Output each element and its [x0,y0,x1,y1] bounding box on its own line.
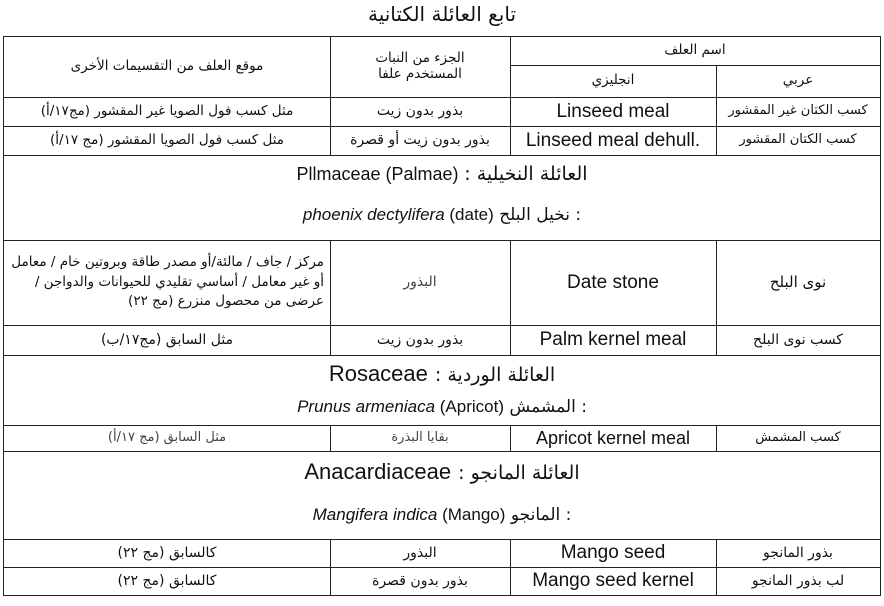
date-stone-english: Date stone [567,271,659,293]
col-rule-c-2 [330,240,331,355]
rosaceae-species-arabic: : المشمش [509,397,587,417]
rule-header-sub [510,65,880,66]
linseed-part: بذور بدون زيت [376,103,464,120]
feed-classification-table [3,36,881,596]
linseed-dehull-english: Linseed meal dehull. [525,129,701,151]
mango-seed-english: Mango seed [560,542,666,564]
palm-kernel-arabic: كسب نوى البلح [753,331,843,348]
rule-rosaceae-band [4,425,880,426]
date-stone-arabic: نوى البلح [769,272,827,291]
col-rule-a-3 [716,425,717,451]
linseed-dehull-position: مثل كسب فول الصويا المقشور (مج ١٧/أ) [50,131,284,148]
palmae-family-arabic: العائلة النخيلية : [464,163,588,185]
col-rule-c-4 [330,539,331,595]
col-rule-a-2 [716,240,717,355]
apricot-arabic: كسب المشمش [755,429,841,445]
anacardiaceae-family-line [4,459,880,485]
mango-kernel-part: بذور بدون قصرة [372,572,468,589]
linseed-position: مثل كسب فول الصويا غير المقشور (مج١٧/أ) [40,102,294,119]
linseed-arabic: كسب الكتان غير المقشور [728,103,868,119]
col-rule-b-2 [510,240,511,355]
date-stone-part: البذور [403,274,437,291]
anacardiaceae-species-common: (Mango) [437,505,506,524]
linseed-dehull-arabic: كسب الكتان المقشور [739,132,857,148]
rule-row-9 [4,567,880,568]
anacardiaceae-species-arabic: : المانجو [510,505,572,525]
rule-anacardiaceae-band [4,539,880,540]
col-rule-a-1 [716,65,717,155]
apricot-position: مثل السابق (مج ١٧/أ) [107,429,227,445]
rule-row-7 [4,451,880,452]
header-feed-name: اسم العلف [664,42,726,59]
mango-seed-position: كالسابق (مج ٢٢) [117,544,217,561]
linseed-dehull-part: بذور بدون زيت أو قصرة [350,132,490,149]
col-rule-c-1 [330,37,331,155]
palm-kernel-position: مثل السابق (مج١٧/ب) [100,331,234,348]
anacardiaceae-species-latin: Mangifera indica [312,505,438,524]
header-plant-part-line1: الجزء من النبات [375,50,465,67]
rosaceae-family-latin: Rosaceae [328,361,428,386]
header-position: موقع العلف من التقسيمات الأخرى [70,58,264,75]
rule-row-2 [4,155,880,156]
rosaceae-family-line [4,361,880,387]
rule-palmae-band [4,240,880,241]
header-arabic: عربي [782,72,814,89]
anacardiaceae-family-arabic: العائلة المانجو : [458,462,580,484]
anacardiaceae-family-latin: Anacardiaceae [304,459,452,484]
rosaceae-species-common: (Apricot) [435,397,504,416]
palm-kernel-english: Palm kernel meal [539,329,687,351]
col-rule-b-4 [510,539,511,595]
header-plant-part-line2: المستخدم علفا [378,66,462,82]
col-rule-c-3 [330,425,331,451]
rosaceae-family-arabic: العائلة الوردية : [434,364,556,386]
col-rule-b-3 [510,425,511,451]
mango-kernel-english: Mango seed kernel [532,570,694,592]
mango-seed-arabic: بذور المانجو [763,544,833,561]
col-rule-b-1 [510,37,511,155]
linseed-english: Linseed meal [556,100,670,122]
palmae-species-latin: phoenix dectylifera [302,205,445,224]
rule-row-4 [4,325,880,326]
date-stone-position: مركز / جاف / مالئة/أو مصدر طاقة وبروتين خام / معامل أو غير معامل / أساسي تقليدي للحيوانات والدواجن /عرضى من محصول منزرع (مج ٢٢) [11,254,324,310]
palmae-species-line [4,205,880,225]
rosaceae-species-latin: Prunus armeniaca [297,397,436,416]
palmae-family-latin: Pllmaceae (Palmae) [296,164,459,184]
apricot-english: Apricot kernel meal [535,427,691,448]
page-title: تابع العائلة الكتانية [367,2,517,26]
col-rule-a-4 [716,539,717,595]
palmae-species-arabic: : نخيل البلح [499,205,582,225]
rule-header-bottom [4,97,880,98]
rule-row-5 [4,355,880,356]
palmae-species-common: (date) [444,205,494,224]
apricot-part: بقايا البذرة [391,429,449,445]
palm-kernel-part: بذور بدون زيت [376,331,464,348]
rule-row-1 [4,126,880,127]
header-plant-part [330,37,510,97]
anacardiaceae-species-line [4,505,880,525]
mango-kernel-position: كالسابق (مج ٢٢) [117,572,217,589]
mango-seed-part: البذور [403,544,437,561]
header-english: انجليزي [591,72,635,89]
palmae-family-line [4,163,880,185]
mango-kernel-arabic: لب بذور المانجو [751,572,845,589]
rosaceae-species-line [4,397,880,417]
